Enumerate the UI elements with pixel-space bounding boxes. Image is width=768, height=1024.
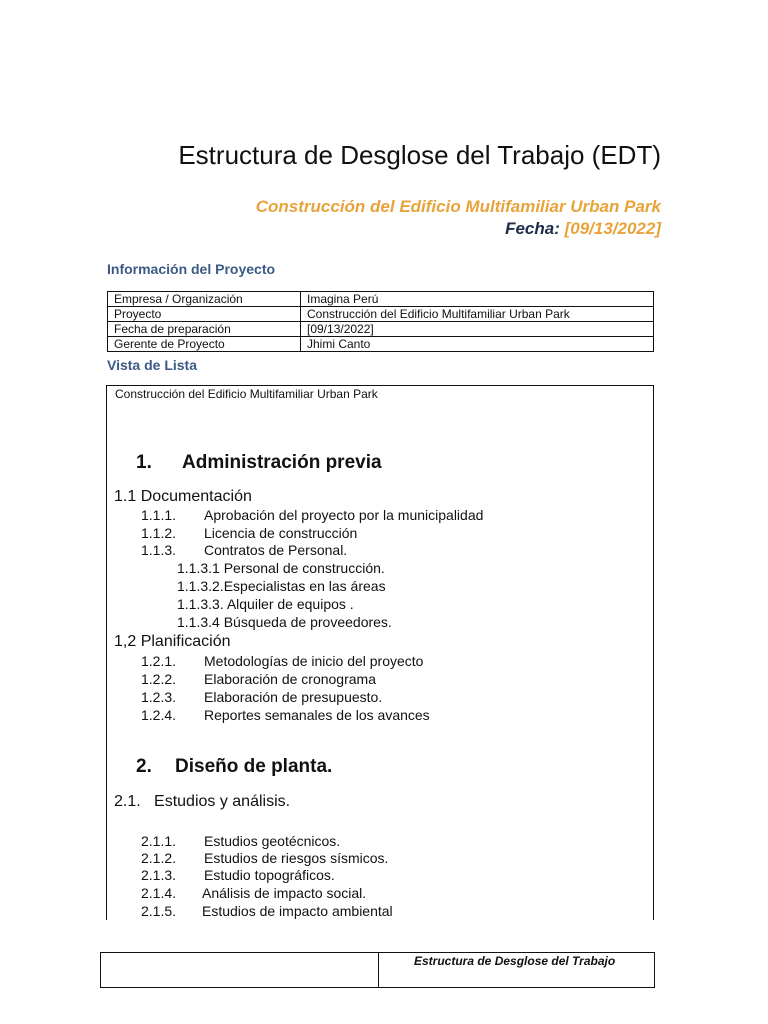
item-text: Licencia de construcción — [204, 525, 358, 541]
item-number: 2.1.3. — [141, 867, 177, 883]
info-key: Proyecto — [108, 307, 301, 322]
list-project-name: Construcción del Edificio Multifamiliar Urban Park — [115, 387, 378, 401]
table-row — [108, 307, 654, 322]
item-number: 1.1.2. — [141, 525, 177, 541]
section-heading — [136, 452, 382, 474]
item-text: Reportes semanales de los avances — [204, 707, 430, 723]
table-row — [108, 322, 654, 337]
item-number: 2.1.1. — [141, 833, 177, 849]
info-key: Gerente de Proyecto — [108, 337, 301, 352]
item-text: Elaboración de presupuesto. — [204, 689, 383, 705]
date-label: Fecha: — [505, 219, 560, 238]
item-number: 1.1.3. — [141, 542, 177, 558]
section-title: Administración previa — [182, 452, 382, 473]
info-key: Fecha de preparación — [108, 322, 301, 337]
list-item — [141, 885, 366, 901]
item-text: Estudios geotécnicos. — [204, 833, 341, 849]
subsection-label: 1.1 Documentación — [114, 488, 252, 505]
list-item — [141, 507, 483, 523]
list-item — [141, 542, 347, 558]
list-item — [141, 671, 376, 687]
item-text: Estudio topográficos. — [204, 867, 335, 883]
info-value: Jhimi Canto — [301, 337, 654, 352]
item-text: Contratos de Personal. — [204, 542, 348, 558]
section-number: 1. — [136, 452, 152, 473]
page-title: Estructura de Desglose del Trabajo (EDT) — [178, 140, 661, 170]
list-item — [141, 653, 423, 669]
list-item — [141, 903, 393, 919]
item-number: 2.1.4. — [141, 885, 177, 901]
info-heading: Información del Proyecto — [107, 261, 276, 277]
list-item — [141, 525, 357, 541]
info-value: [09/13/2022] — [301, 322, 654, 337]
date-value: [09/13/2022] — [564, 219, 661, 238]
list-item — [141, 867, 335, 883]
item-number: 1.2.3. — [141, 689, 177, 705]
section-number: 2. — [136, 756, 152, 777]
table-row — [108, 337, 654, 352]
item-text: Aprobación del proyecto por la municipalidad — [204, 507, 484, 523]
list-subitem: 1.1.3.2.Especialistas en las áreas — [177, 578, 386, 594]
item-text: Estudios de riesgos sísmicos. — [204, 850, 389, 866]
project-info-table — [107, 291, 654, 352]
table-row — [108, 292, 654, 307]
info-value: Imagina Perú — [301, 292, 654, 307]
subsection-label: 2.1. Estudios y análisis. — [114, 793, 291, 810]
item-text: Análisis de impacto social. — [202, 885, 367, 901]
list-subitem: 1.1.3.4 Búsqueda de proveedores. — [177, 614, 392, 630]
item-number: 1.2.1. — [141, 653, 177, 669]
info-value: Construcción del Edificio Multifamiliar Urban Park — [301, 307, 654, 322]
item-number: 2.1.5. — [141, 903, 177, 919]
section-heading — [136, 756, 332, 778]
item-text: Estudios de impacto ambiental — [202, 903, 393, 919]
item-number: 2.1.2. — [141, 850, 177, 866]
list-item — [141, 850, 388, 866]
list-subitem: 1.1.3.1 Personal de construcción. — [177, 560, 385, 576]
list-item — [141, 833, 340, 849]
section-title: Diseño de planta. — [175, 756, 333, 777]
info-key: Empresa / Organización — [108, 292, 301, 307]
list-subitem: 1.1.3.3. Alquiler de equipos . — [177, 596, 354, 612]
item-number: 1.2.4. — [141, 707, 177, 723]
list-view-heading: Vista de Lista — [107, 357, 198, 373]
item-text: Elaboración de cronograma — [204, 671, 376, 687]
list-item — [141, 707, 430, 723]
list-item — [141, 689, 382, 705]
footer-text: Estructura de Desglose del Trabajo — [414, 954, 616, 968]
item-number: 1.1.1. — [141, 507, 177, 523]
footer-divider — [378, 952, 379, 988]
item-number: 1.2.2. — [141, 671, 177, 687]
date-line — [505, 219, 661, 239]
subsection-label: 1,2 Planificación — [114, 633, 231, 650]
item-text: Metodologías de inicio del proyecto — [204, 653, 424, 669]
project-subtitle: Construcción del Edificio Multifamiliar Urban Park — [255, 197, 661, 216]
